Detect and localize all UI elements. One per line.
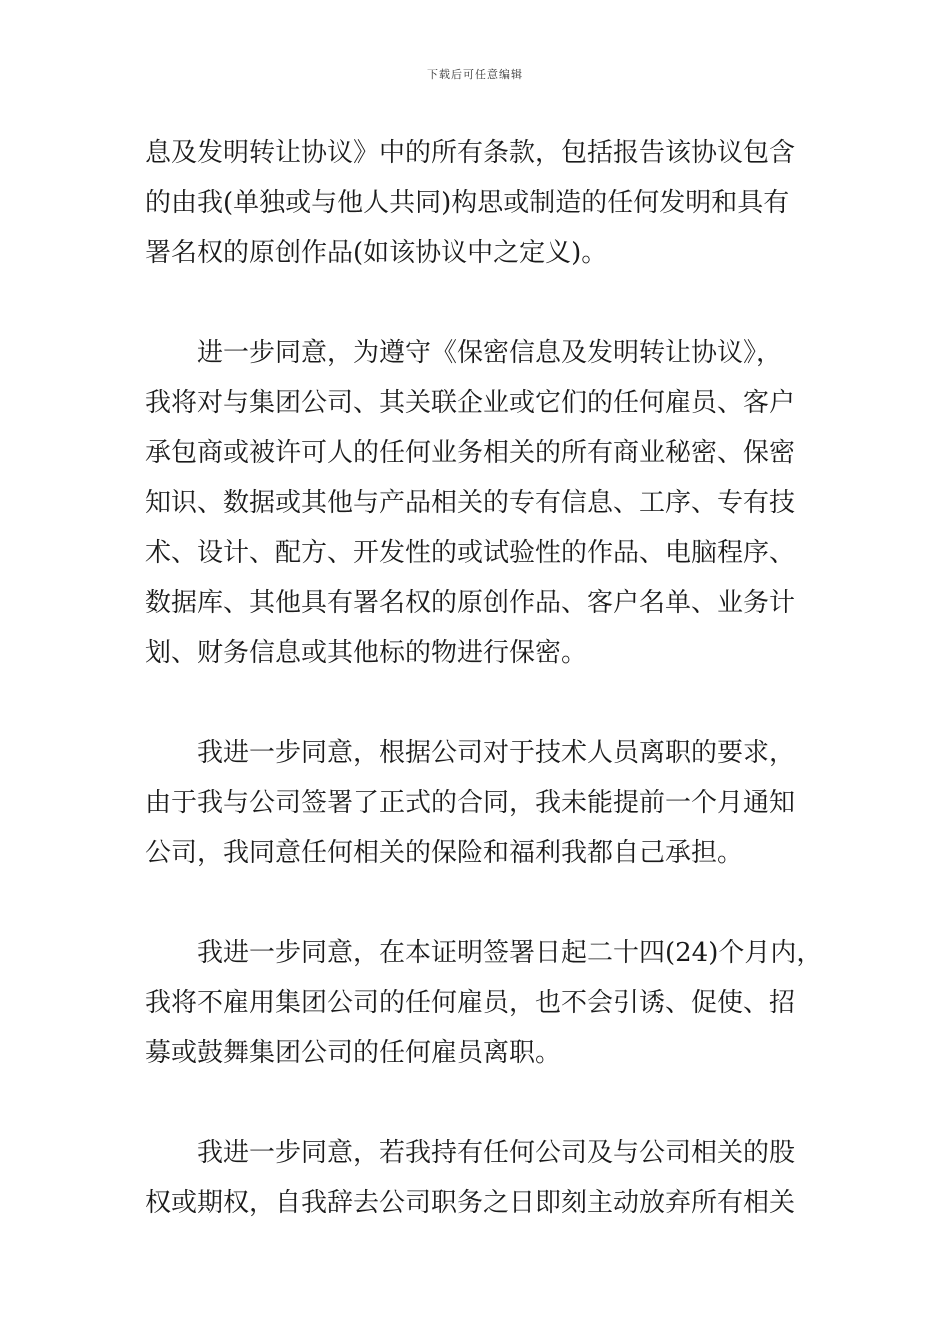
text-line: 募或鼓舞集团公司的任何雇员离职。 (145, 1038, 562, 1068)
text-line: 划、财务信息或其他标的物进行保密。 (145, 638, 588, 668)
paragraph (145, 728, 815, 878)
text-line: 知识、数据或其他与产品相关的专有信息、工序、专有技 (145, 488, 796, 518)
text-line: 我进一步同意，在本证明签署日起二十四(24)个月内， (197, 938, 823, 968)
text-line: 术、设计、配方、开发性的或试验性的作品、电脑程序、 (145, 538, 796, 568)
paragraph (145, 128, 815, 278)
text-line: 公司，我同意任何相关的保险和福利我都自己承担。 (145, 838, 744, 868)
text-line: 我进一步同意，根据公司对于技术人员离职的要求， (197, 738, 796, 768)
text-line: 我将不雇用集团公司的任何雇员，也不会引诱、促使、招 (145, 988, 796, 1018)
header-note: 下载后可任意编辑 (427, 68, 523, 81)
text-line: 息及发明转让协议》中的所有条款，包括报告该协议包含 (145, 138, 796, 168)
text-line: 我进一步同意，若我持有任何公司及与公司相关的股 (197, 1138, 796, 1168)
paragraph (145, 1128, 815, 1228)
paragraph-gap (145, 878, 815, 928)
text-line: 数据库、其他具有署名权的原创作品、客户名单、业务计 (145, 588, 796, 618)
text-line: 我将对与集团公司、其关联企业或它们的任何雇员、客户 (145, 388, 796, 418)
paragraph-gap (145, 278, 815, 328)
text-line: 的由我(单独或与他人共同)构思或制造的任何发明和具有 (145, 188, 790, 218)
text-line: 承包商或被许可人的任何业务相关的所有商业秘密、保密 (145, 438, 796, 468)
paragraph (145, 328, 815, 678)
text-line: 权或期权，自我辞去公司职务之日即刻主动放弃所有相关 (145, 1188, 796, 1218)
paragraph-gap (145, 678, 815, 728)
paragraph (145, 928, 823, 1078)
document-body (145, 128, 823, 1228)
text-line: 进一步同意，为遵守《保密信息及发明转让协议》， (197, 338, 783, 368)
text-line: 由于我与公司签署了正式的合同，我未能提前一个月通知 (145, 788, 796, 818)
paragraph-gap (145, 1078, 815, 1128)
text-line: 署名权的原创作品(如该协议中之定义)。 (145, 238, 608, 268)
